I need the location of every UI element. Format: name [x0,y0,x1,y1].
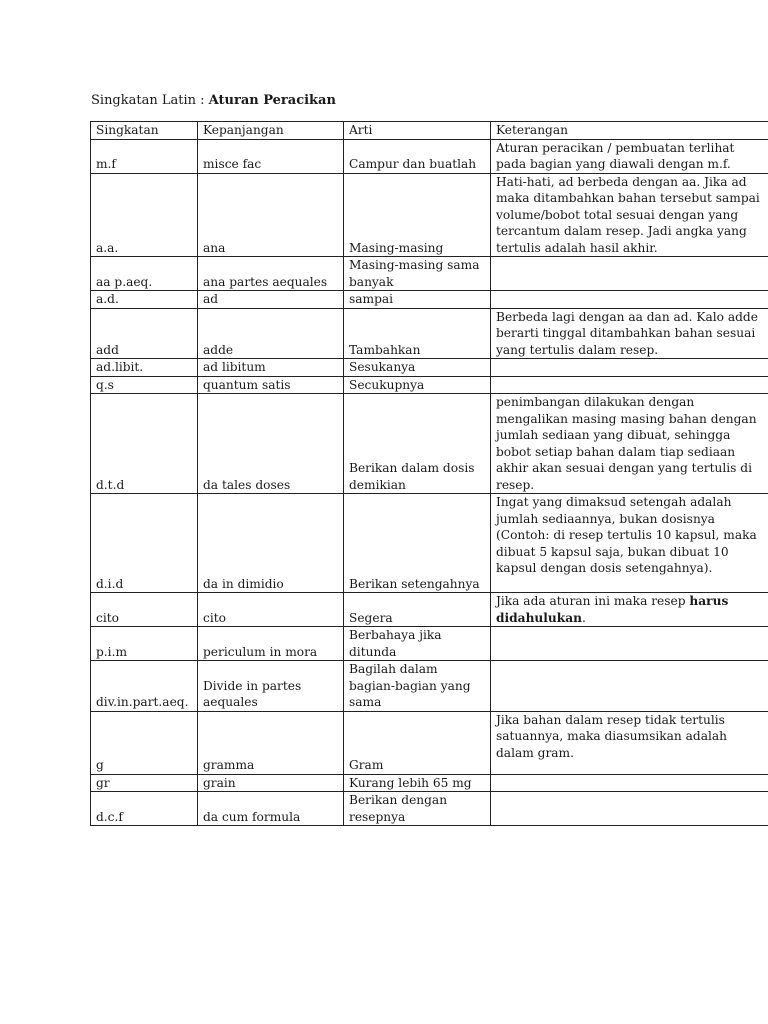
cell-kepanjangan: adde [198,308,344,359]
table-row [91,173,768,257]
heading-prefix: Singkatan Latin : [91,93,209,108]
cell-kepanjangan: da cum formula [198,792,344,826]
keterangan-period: . [582,610,586,625]
cell-arti: Sesukanya [344,359,491,377]
cell-arti: Berikan dengan resepnya [344,792,491,826]
column-header-arti: Arti [344,122,491,140]
cell-keterangan: Aturan peracikan / pembuatan terlihat pada bagian yang diawali dengan m.f. [491,139,768,173]
cell-singkatan: ad.libit. [91,359,198,377]
column-header-kepanjangan: Kepanjangan [198,122,344,140]
cell-singkatan: a.d. [91,291,198,309]
cell-keterangan [491,257,768,291]
cell-kepanjangan: ad libitum [198,359,344,377]
table-row [91,593,768,627]
table-row [91,394,768,494]
table-row [91,376,768,394]
table-row [91,774,768,792]
cell-arti: Campur dan buatlah [344,139,491,173]
cell-kepanjangan: quantum satis [198,376,344,394]
cell-arti: Berikan setengahnya [344,494,491,593]
cell-arti: Secukupnya [344,376,491,394]
abbreviation-table [90,121,768,826]
cell-singkatan: d.i.d [91,494,198,593]
cell-kepanjangan: misce fac [198,139,344,173]
cell-singkatan: g [91,711,198,774]
cell-keterangan: penimbangan dilakukan dengan mengalikan masing masing bahan dengan jumlah sediaan yang dibuat, sehingga bobot setiap bahan dalam tiap sediaan akhir akan sesuai dengan yang tertulis di resep. [491,394,768,494]
table-row [91,627,768,661]
table-row [91,661,768,712]
cell-singkatan: add [91,308,198,359]
cell-arti: Masing-masing [344,173,491,257]
cell-keterangan: Berbeda lagi dengan aa dan ad. Kalo adde berarti tinggal ditambahkan bahan sesuai yang tertulis dalam resep. [491,308,768,359]
cell-kepanjangan: ad [198,291,344,309]
table-row [91,257,768,291]
cell-arti: Segera [344,593,491,627]
cell-kepanjangan: grain [198,774,344,792]
cell-keterangan [491,291,768,309]
cell-singkatan: m.f [91,139,198,173]
cell-kepanjangan: ana [198,173,344,257]
document-heading [91,92,336,110]
table-header-row [91,122,768,140]
cell-arti: Bagilah dalam bagian-bagian yang sama [344,661,491,712]
heading-title: Aturan Peracikan [208,93,336,108]
cell-arti: Tambahkan [344,308,491,359]
cell-kepanjangan: Divide in partes aequales [198,661,344,712]
cell-arti: Masing-masing sama banyak [344,257,491,291]
cell-keterangan: Hati-hati, ad berbeda dengan aa. Jika ad maka ditambahkan bahan tersebut sampai volume/bobot total sesuai dengan yang tercantum dalam resep. Jadi angka yang tertulis adalah hasil akhir. [491,173,768,257]
table-row [91,291,768,309]
cell-kepanjangan: cito [198,593,344,627]
table-row [91,359,768,377]
cell-keterangan [491,593,768,627]
table-row [91,308,768,359]
cell-keterangan [491,627,768,661]
cell-arti: sampai [344,291,491,309]
cell-kepanjangan: ana partes aequales [198,257,344,291]
cell-keterangan: Ingat yang dimaksud setengah adalah jumlah sediaannya, bukan dosisnya (Contoh: di resep tertulis 10 kapsul, maka dibuat 5 kapsul saja, bukan dibuat 10 kapsul dengan dosis setengahnya). [491,494,768,593]
cell-singkatan: q.s [91,376,198,394]
cell-kepanjangan: periculum in mora [198,627,344,661]
cell-keterangan: Jika bahan dalam resep tidak tertulis satuannya, maka diasumsikan adalah dalam gram. [491,711,768,774]
cell-arti: Berbahaya jika ditunda [344,627,491,661]
cell-singkatan: d.c.f [91,792,198,826]
cell-singkatan: p.i.m [91,627,198,661]
table-row [91,711,768,774]
cell-singkatan: aa p.aeq. [91,257,198,291]
table-row [91,792,768,826]
cell-singkatan: d.t.d [91,394,198,494]
cell-arti: Gram [344,711,491,774]
cell-singkatan: gr [91,774,198,792]
cell-singkatan: cito [91,593,198,627]
cell-kepanjangan: gramma [198,711,344,774]
cell-keterangan [491,376,768,394]
cell-singkatan: a.a. [91,173,198,257]
table-row [91,139,768,173]
cell-keterangan [491,792,768,826]
table-row [91,494,768,593]
cell-singkatan: div.in.part.aeq. [91,661,198,712]
cell-kepanjangan: da in dimidio [198,494,344,593]
keterangan-text: Jika ada aturan ini maka resep [496,594,690,608]
column-header-singkatan: Singkatan [91,122,198,140]
cell-arti: Kurang lebih 65 mg [344,774,491,792]
cell-keterangan [491,359,768,377]
cell-kepanjangan: da tales doses [198,394,344,494]
cell-keterangan [491,661,768,712]
column-header-keterangan: Keterangan [491,122,768,140]
cell-keterangan [491,774,768,792]
cell-arti: Berikan dalam dosis demikian [344,394,491,494]
keterangan-emphasis: harus didahulukan [496,594,729,625]
